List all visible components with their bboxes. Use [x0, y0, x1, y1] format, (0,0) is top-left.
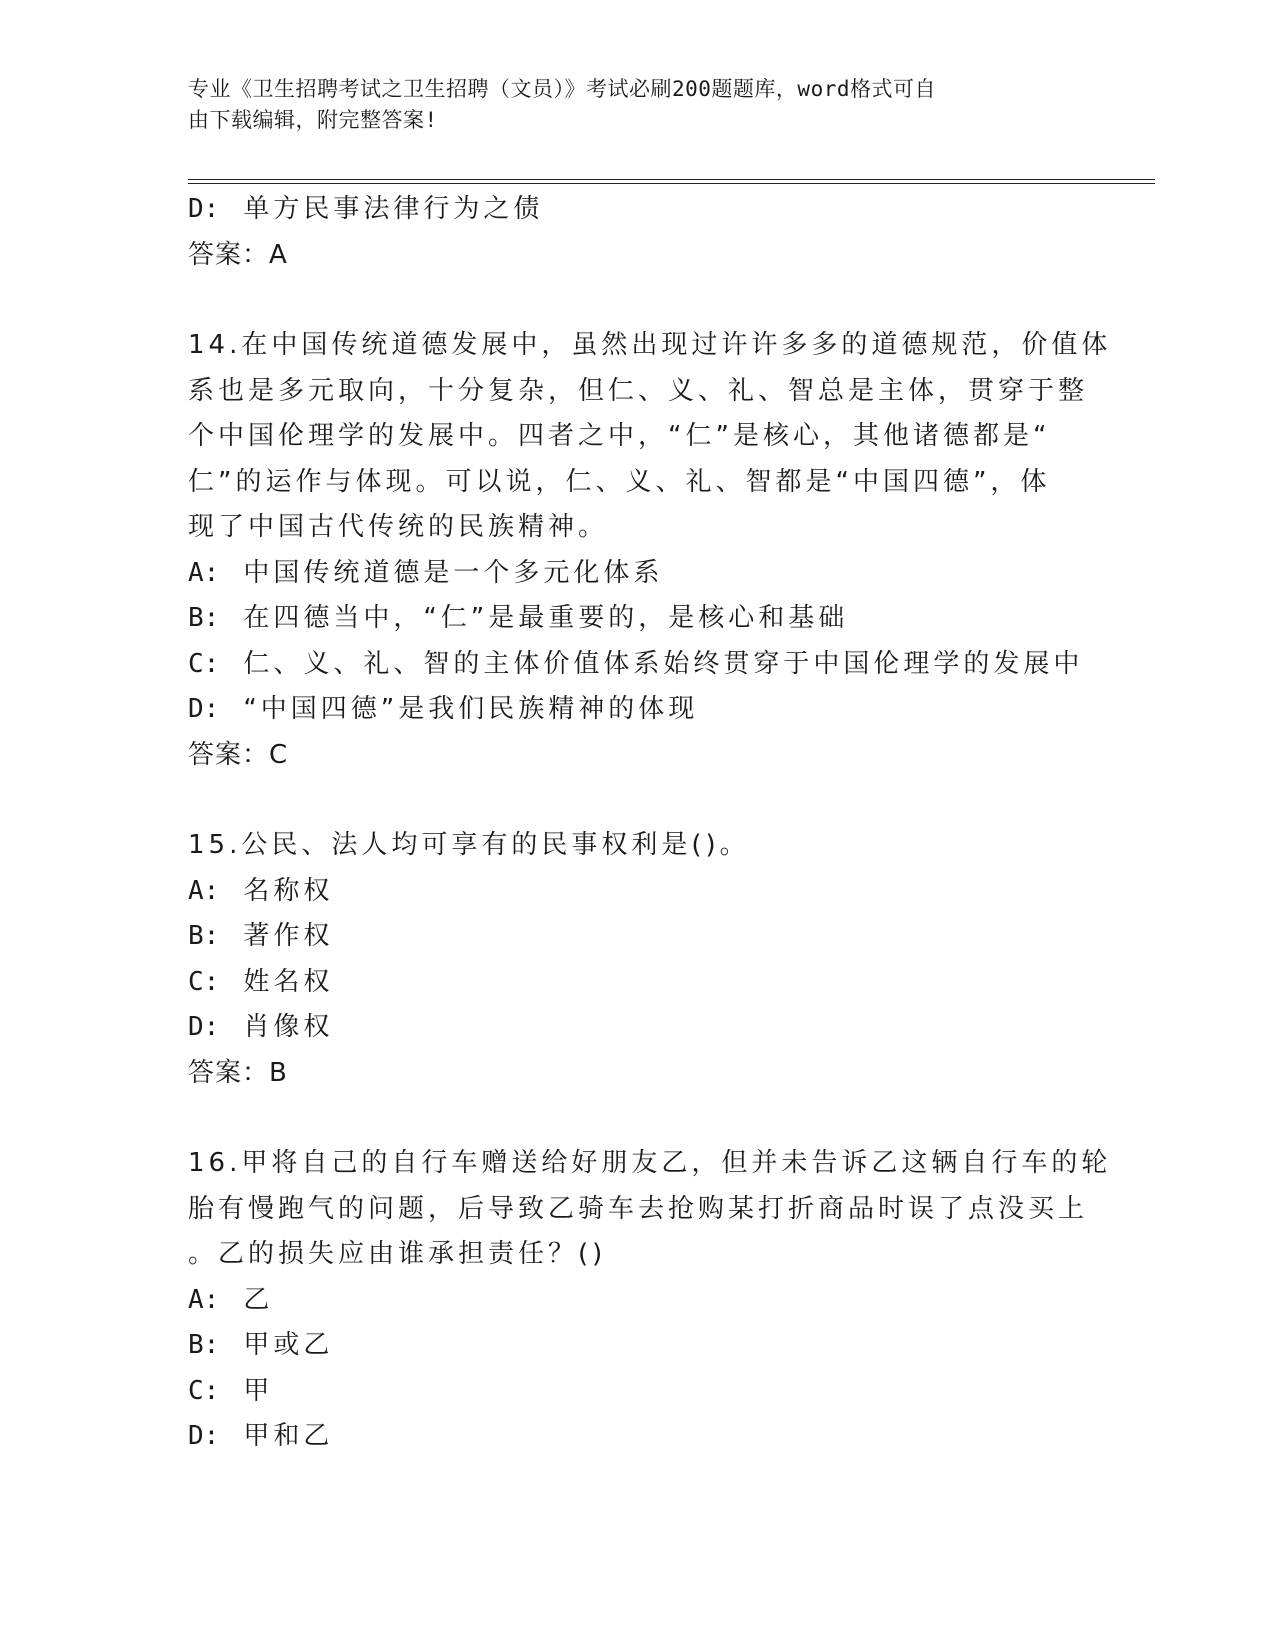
option-a [188, 869, 1088, 915]
option-d [188, 687, 1088, 733]
option-c [188, 1369, 1088, 1415]
answer: 答案：A [188, 239, 288, 270]
question-stem-line: 15.公民、法人均可享有的民事权利是()。 [188, 830, 750, 860]
answer: 答案：C [188, 739, 289, 770]
question-stem-line: 现了中国古代传统的民族精神。 [188, 512, 609, 542]
header-divider [188, 183, 1155, 184]
option-text: 仁、义、礼、智的主体价值体系始终贯穿于中国伦理学的发展中 [243, 648, 1084, 679]
option-text: 姓名权 [243, 966, 334, 997]
option-label: B: [188, 603, 220, 633]
option-text: 名称权 [243, 875, 334, 906]
option-c [188, 960, 1088, 1006]
document-header [188, 74, 1068, 136]
option-d [188, 187, 1088, 233]
question-13 [188, 187, 1088, 278]
option-a [188, 1278, 1088, 1324]
question-stem-line: 仁”的运作与体现。可以说，仁、义、礼、智都是“中国四德”，体 [188, 466, 1051, 497]
option-b [188, 914, 1088, 960]
question-list [188, 187, 1112, 1460]
question-16 [188, 1141, 1112, 1460]
option-text: “中国四德”是我们民族精神的体现 [243, 694, 699, 724]
option-label: B: [188, 921, 220, 951]
option-text: 中国传统道德是一个多元化体系 [243, 557, 664, 588]
option-label: B: [188, 1330, 220, 1360]
option-label: D: [188, 194, 220, 224]
option-text: 著作权 [243, 921, 334, 951]
option-label: D: [188, 694, 220, 724]
option-label: A: [188, 557, 220, 588]
question-15 [188, 823, 1088, 1096]
option-d [188, 1414, 1088, 1460]
option-text: 甲或乙 [243, 1330, 334, 1360]
option-text: 甲 [243, 1375, 274, 1406]
option-label: D: [188, 1421, 220, 1451]
option-label: C: [188, 966, 220, 997]
question-stem-line: 系也是多元取向，十分复杂，但仁、义、礼、智总是主体，贯穿于整 [188, 375, 1089, 406]
header-line: 由下载编辑，附完整答案! [188, 108, 438, 132]
option-a [188, 551, 1088, 597]
option-label: C: [188, 1375, 220, 1406]
option-label: C: [188, 648, 220, 679]
option-d [188, 1005, 1088, 1051]
question-stem-line: 。乙的损失应由谁承担责任？() [188, 1239, 607, 1269]
option-text: 肖像权 [243, 1012, 334, 1042]
header-line: 专业《卫生招聘考试之卫生招聘（文员）》考试必刷200题题库，word格式可自 [188, 77, 936, 101]
question-stem-line: 个中国伦理学的发展中。四者之中，“仁”是核心，其他诸德都是“ [188, 421, 1051, 451]
option-label: A: [188, 1284, 220, 1315]
option-text: 单方民事法律行为之债 [243, 194, 544, 224]
question-stem-line: 16.甲将自己的自行车赠送给好朋友乙，但并未告诉乙这辆自行车的轮 [188, 1148, 1112, 1178]
question-14 [188, 323, 1112, 778]
option-text: 在四德当中，“仁”是最重要的，是核心和基础 [243, 603, 849, 633]
option-text: 乙 [243, 1284, 274, 1315]
option-b [188, 1323, 1088, 1369]
question-stem-line: 14.在中国传统道德发展中，虽然出现过许许多多的道德规范，价值体 [188, 330, 1112, 360]
option-label: D: [188, 1012, 220, 1042]
question-stem-line: 胎有慢跑气的问题，后导致乙骑车去抢购某打折商品时误了点没买上 [188, 1193, 1089, 1224]
option-text: 甲和乙 [243, 1421, 334, 1451]
answer: 答案：B [188, 1057, 288, 1088]
header-divider [188, 179, 1155, 180]
option-c [188, 642, 1088, 688]
option-label: A: [188, 875, 220, 906]
option-b [188, 596, 1088, 642]
